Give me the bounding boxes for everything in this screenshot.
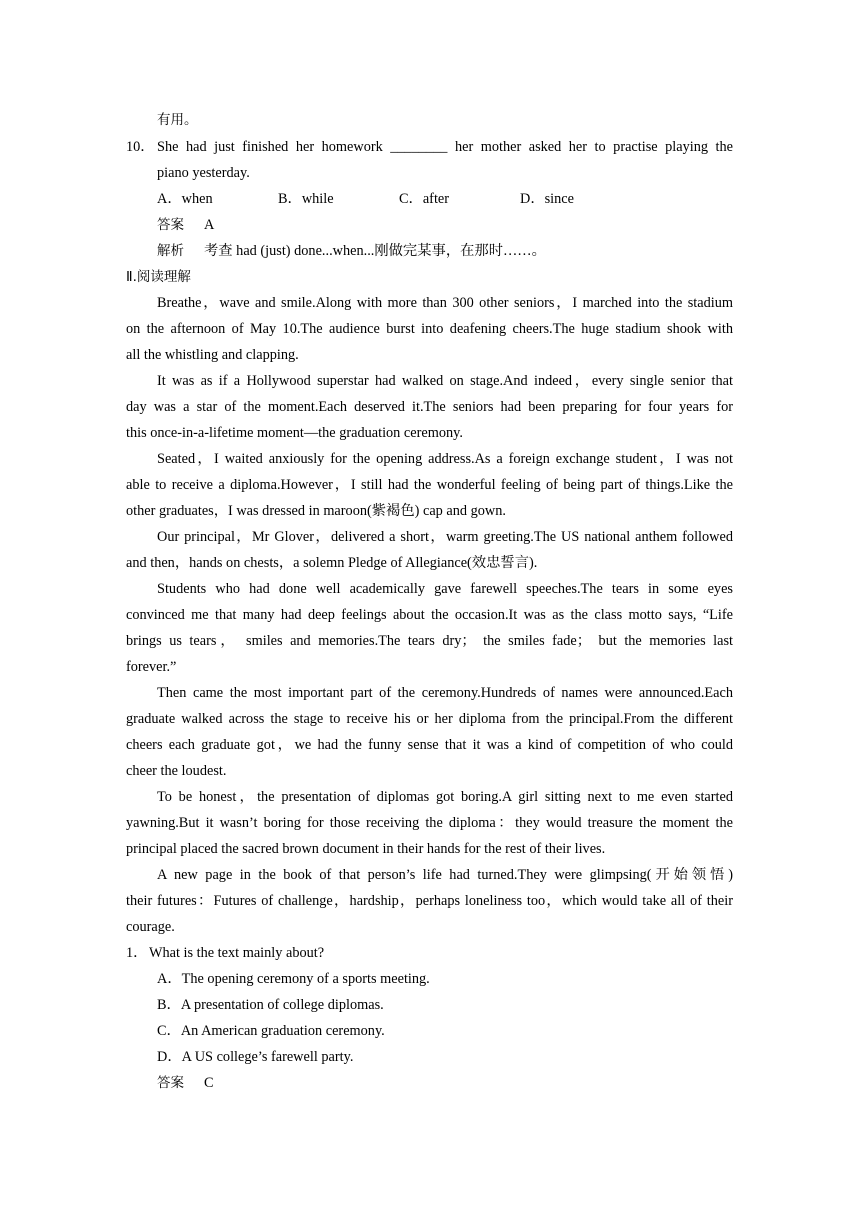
passage-line: and then，hands on chests，a solemn Pledge of Allegiance(效忠誓言). bbox=[126, 555, 538, 571]
passage-line: Students who had done well academically gave farewell speeches.The tears in some eyes bbox=[157, 581, 733, 597]
passage-line: Breathe，wave and smile.Along with more than 300 other seniors，I marched into the stadium bbox=[157, 295, 733, 311]
passage-line: cheers each graduate got，we had the funny sense that it was a kind of competition of who could bbox=[126, 737, 733, 753]
q1-stem: What is the text mainly about? bbox=[149, 945, 325, 961]
section-heading: Ⅱ.阅读理解 bbox=[126, 269, 191, 285]
passage-line: this once-in-a-lifetime moment—the graduation ceremony. bbox=[126, 425, 463, 441]
passage-line: cheer the loudest. bbox=[126, 763, 227, 779]
passage-line: day was a star of the moment.Each deserved it.The seniors had been preparing for four years for bbox=[126, 399, 733, 415]
passage-line: able to receive a diploma.However，I still had the wonderful feeling of being part of things.Like the bbox=[126, 477, 733, 493]
passage-line: A new page in the book of that person’s life had turned.They were glimpsing(开始领悟) bbox=[157, 867, 733, 883]
q1-option-c: C．An American graduation ceremony. bbox=[157, 1023, 385, 1039]
top-fragment: 有用。 bbox=[157, 112, 198, 128]
q1-option-b: B．A presentation of college diplomas. bbox=[157, 997, 384, 1013]
passage-line: graduate walked across the stage to receive his or her diploma from the principal.From the different bbox=[126, 711, 733, 727]
passage-line: principal placed the sacred brown document in their hands for the rest of their lives. bbox=[126, 841, 606, 857]
q10-analysis-label: 解析 bbox=[157, 243, 184, 259]
q10-option-a: A．when bbox=[157, 191, 213, 207]
passage-line: yawning.But it wasn’t boring for those receiving the diploma：they would treasure the moment the bbox=[126, 815, 733, 831]
q10-answer: A bbox=[204, 217, 215, 233]
q10-analysis: 考查 had (just) done...when...刚做完某事，在那时……。 bbox=[204, 243, 546, 259]
passage-line: on the afternoon of May 10.The audience burst into deafening cheers.The huge stadium shook with bbox=[126, 321, 733, 337]
q10-option-b: B．while bbox=[278, 191, 334, 207]
q10-stem-line2: piano yesterday. bbox=[157, 165, 250, 181]
q1-option-a: A．The opening ceremony of a sports meeting. bbox=[157, 971, 430, 987]
passage-line: Then came the most important part of the ceremony.Hundreds of names were announced.Each bbox=[157, 685, 733, 701]
q10-option-d: D．since bbox=[520, 191, 574, 207]
passage-line: forever.” bbox=[126, 659, 177, 675]
q10-option-c: C．after bbox=[399, 191, 450, 207]
q1-answer: C bbox=[204, 1075, 214, 1091]
passage-line: Our principal，Mr Glover，delivered a short，warm greeting.The US national anthem followed bbox=[157, 529, 733, 545]
q1-number: 1． bbox=[126, 945, 148, 961]
q10-answer-label: 答案 bbox=[157, 217, 184, 233]
passage-line: all the whistling and clapping. bbox=[126, 347, 299, 363]
passage-line: their futures：Futures of challenge，hardship，perhaps loneliness too，which would take all of their bbox=[126, 893, 733, 909]
passage-line: To be honest，the presentation of diplomas got boring.A girl sitting next to me even started bbox=[157, 789, 733, 805]
passage-line: other graduates，I was dressed in maroon(紫褐色) cap and gown. bbox=[126, 503, 506, 519]
passage-line: brings us tears， smiles and memories.The tears dry； the smiles fade； but the memories last bbox=[126, 633, 733, 649]
q1-answer-label: 答案 bbox=[157, 1075, 184, 1091]
passage-line: It was as if a Hollywood superstar had walked on stage.And indeed，every single senior that bbox=[157, 373, 733, 389]
passage-line: convinced me that many had deep feelings about the occasion.It was as the class motto says, “Life bbox=[126, 607, 733, 623]
passage-line: Seated，I waited anxiously for the opening address.As a foreign exchange student，I was not bbox=[157, 451, 733, 467]
q1-option-d: D．A US college’s farewell party. bbox=[157, 1049, 354, 1065]
passage-line: courage. bbox=[126, 919, 175, 935]
q10-number: 10． bbox=[126, 139, 155, 155]
q10-stem-line1: She had just finished her homework ________ her mother asked her to practise playing the bbox=[157, 139, 733, 155]
